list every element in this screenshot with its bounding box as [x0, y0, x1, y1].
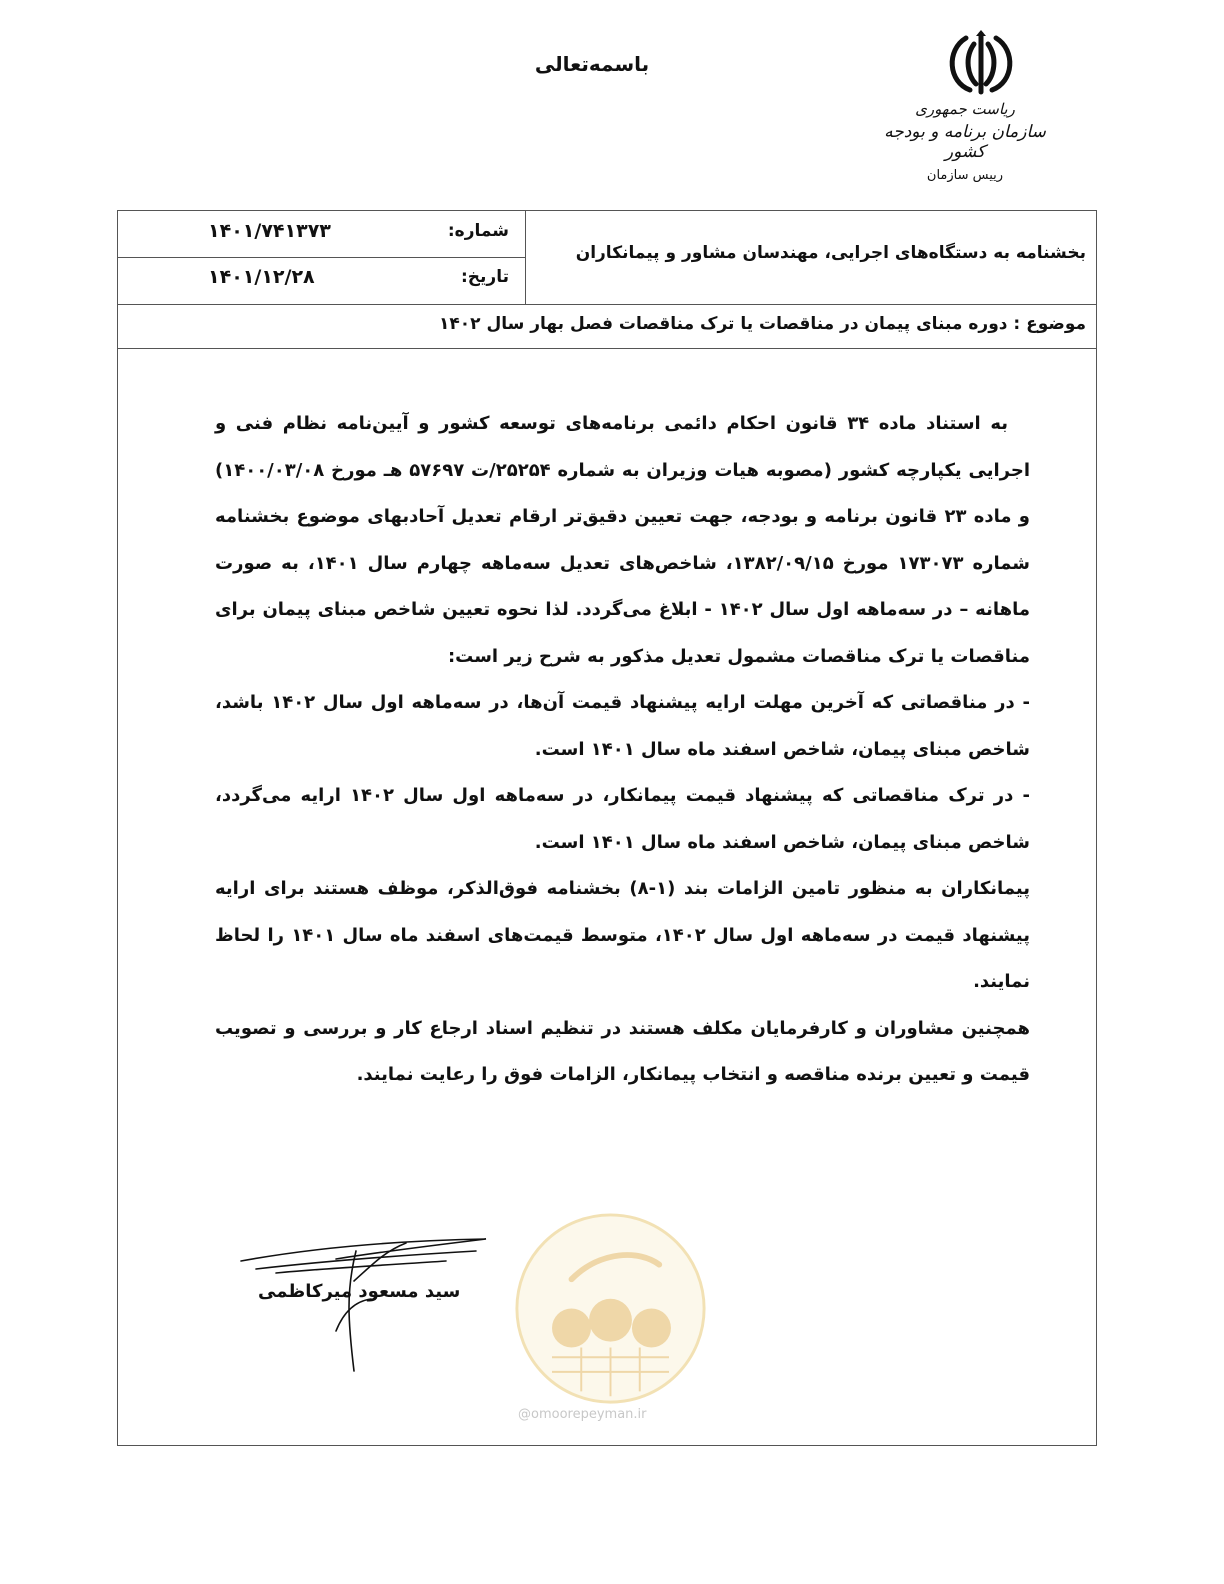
letter-header	[118, 211, 1096, 305]
number-row	[118, 211, 525, 258]
body-paragraph: به استناد ماده ۳۴ قانون احکام دائمی برنامه‌های توسعه کشور و آیین‌نامه نظام فنی و اجرایی یکپارچه کشور (مصوبه هیات وزیران به شماره ۲۵۲۵۴/ت ۵۷۶۹۷ هـ مورخ ۱۴۰۰/۰۳/۰۸) و ماده ۲۳ قانون برنامه و بودجه، جهت تعیین دقیق‌تر ارقام تعدیل آحادبهای موضوع بخشنامه شماره ۱۷۳۰۷۳ مورخ ۱۳۸۲/۰۹/۱۵، شاخص‌های تعدیل سه‌ماهه چهارم سال ۱۴۰۱، به صورت ماهانه – در سه‌ماهه اول سال ۱۴۰۲ - ابلاغ می‌گردد. لذا نحوه تعیین شاخص مبنای پیمان برای مناقصات یا ترک مناقصات مشمول تعدیل مذکور به شرح زیر است:	[215, 413, 1031, 667]
number-value: ۱۴۰۱/۷۴۱۳۷۳	[208, 220, 331, 242]
org-line-budget-organization: سازمان برنامه و بودجه کشور	[884, 122, 1046, 162]
date-row	[118, 257, 525, 303]
body-paragraph: - در ترک مناقصاتی که پیشنهاد قیمت پیمانکار، در سه‌ماهه اول سال ۱۴۰۲ ارایه می‌گردد، شاخص مبنای پیمان، شاخص اسفند ماه سال ۱۴۰۱ است.	[215, 785, 1031, 853]
number-label: شماره:	[447, 221, 509, 241]
letter-frame	[117, 210, 1097, 1446]
recipients-line: بخشنامه به دستگاه‌های اجرایی، مهندسان مشاور و پیمانکاران	[575, 243, 1086, 263]
watermark-url: @omoorepeyman.ir	[518, 1407, 647, 1422]
date-label: تاریخ:	[461, 267, 509, 287]
org-line-presidency: ریاست جمهوری	[915, 100, 1015, 118]
iran-emblem-icon	[936, 30, 1026, 98]
body-paragraph: همچنین مشاوران و کارفرمایان مکلف هستند در تنظیم اسناد ارجاع کار و بررسی و تصویب قیمت و تعیین برنده مناقصه و انتخاب پیمانکار، الزامات فوق را رعایت نمایند.	[215, 1017, 1030, 1085]
subject-text: موضوع : دوره مبنای پیمان در مناقصات یا ترک مناقصات فصل بهار سال ۱۴۰۲	[439, 314, 1086, 334]
meta-box	[118, 211, 526, 304]
organization-block	[880, 100, 1050, 183]
subject-row	[118, 304, 1096, 349]
signer-name: سید مسعود میرکاظمی	[258, 1281, 461, 1302]
letter-body	[215, 401, 1030, 1099]
date-value: ۱۴۰۱/۱۲/۲۸	[208, 266, 315, 288]
omoorepeyman-watermark-logo	[513, 1211, 708, 1406]
body-paragraph: پیمانکاران به منظور تامین الزامات بند (۱-۸) بخشنامه فوق‌الذکر، موظف هستند برای ارایه پیشنهاد قیمت در سه‌ماهه اول سال ۱۴۰۲، متوسط قیمت‌های اسفند ماه سال ۱۴۰۱ را لحاظ نمایند.	[215, 878, 1030, 992]
org-line-head: رییس سازمان	[926, 168, 1004, 183]
bismillah-heading: باسمه‌تعالی	[534, 52, 650, 76]
body-paragraph: - در مناقصاتی که آخرین مهلت ارایه پیشنهاد قیمت آن‌ها، در سه‌ماهه اول سال ۱۴۰۲ باشد، شاخص مبنای پیمان، شاخص اسفند ماه سال ۱۴۰۱ است.	[215, 692, 1030, 760]
